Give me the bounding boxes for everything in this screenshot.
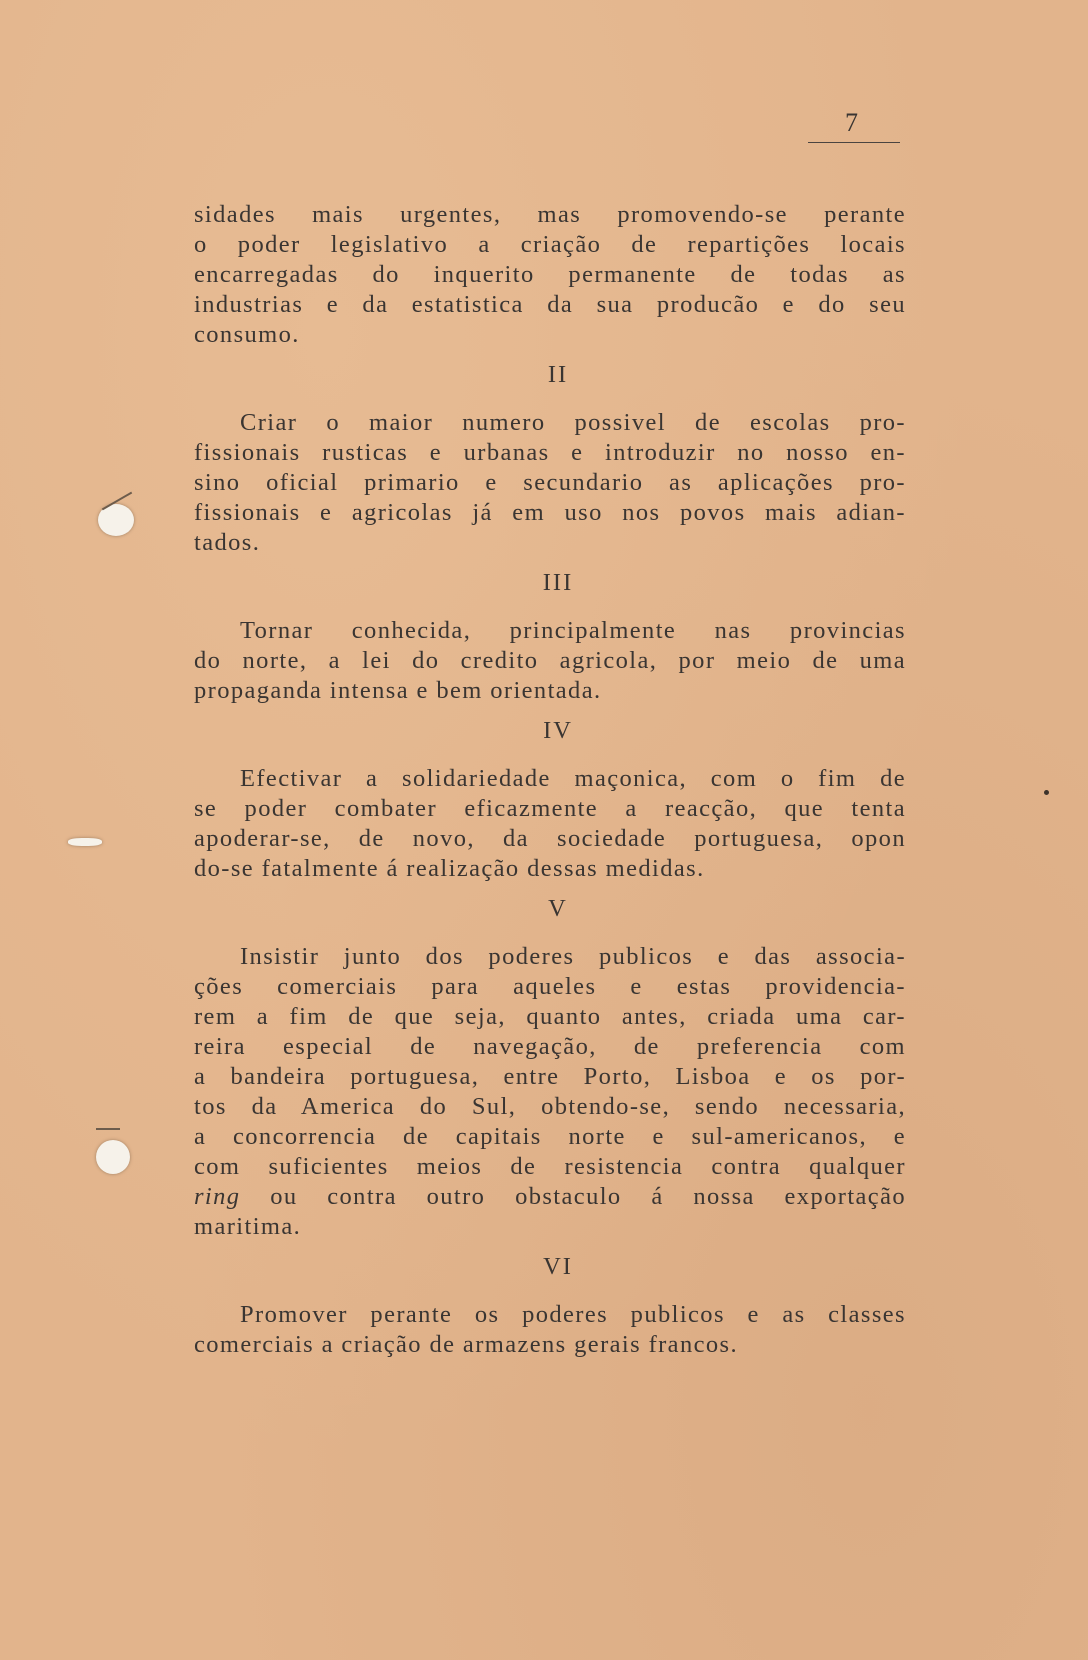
paragraph-3 — [194, 616, 906, 706]
paper-mark — [96, 1128, 120, 1130]
text-line: tos da America do Sul, obtendo-se, sendo necessaria, — [194, 1093, 906, 1120]
text-line: apoderar-se, de novo, da sociedade portuguesa, opon — [194, 825, 906, 852]
section-numeral: III — [542, 569, 574, 596]
text-line: industrias e da estatistica da sua producão e do seu — [194, 291, 906, 318]
paragraph-1 — [194, 200, 906, 350]
text-line: Efectivar a solidariedade maçonica, com o fim de — [240, 765, 906, 792]
text-line: Criar o maior numero possivel de escolas pro- — [240, 409, 906, 436]
text-line: ring ou contra outro obstaculo á nossa exportação — [194, 1183, 906, 1210]
section-numeral: II — [547, 361, 569, 388]
text-line: se poder combater eficazmente a reacção, que tenta — [194, 795, 906, 822]
page-number: 7 — [845, 108, 859, 137]
text-line: Tornar conhecida, principalmente nas provincias — [240, 617, 906, 644]
section-numeral: IV — [543, 717, 573, 744]
text-line: rem a fim de que seja, quanto antes, criada uma car- — [194, 1003, 906, 1030]
text-line: fissionais rusticas e urbanas e introduzir no nosso en- — [194, 439, 906, 466]
text-line: com suficientes meios de resistencia contra qualquer — [194, 1153, 906, 1180]
paragraph-6 — [194, 1300, 906, 1360]
text-line: a bandeira portuguesa, entre Porto, Lisboa e os por- — [194, 1063, 906, 1090]
text-line: ções comerciais para aqueles e estas providencia- — [194, 973, 906, 1000]
text-line: fissionais e agricolas já em uso nos povos mais adian- — [194, 499, 906, 526]
text-line: maritima. — [194, 1213, 302, 1240]
page-number-rule — [808, 142, 900, 143]
text-line: comerciais a criação de armazens gerais francos. — [194, 1331, 738, 1358]
text-line: encarregadas do inquerito permanente de todas as — [194, 261, 906, 288]
paragraph-5 — [194, 942, 906, 1242]
section-numeral: V — [548, 895, 568, 922]
text-line: sidades mais urgentes, mas promovendo-se perante — [194, 201, 906, 228]
ink-speck — [1044, 790, 1049, 795]
text-line: do norte, a lei do credito agricola, por meio de uma — [194, 647, 906, 674]
text-line: a concorrencia de capitais norte e sul-americanos, e — [194, 1123, 906, 1150]
text-line: o poder legislativo a criação de repartições locais — [194, 231, 906, 258]
text-line: do-se fatalmente á realização dessas medidas. — [194, 855, 705, 882]
body-text — [194, 200, 906, 1360]
italic-word: ring — [194, 1183, 241, 1210]
paragraph-4 — [194, 764, 906, 884]
binding-hole — [96, 1140, 130, 1174]
text-line: Insistir junto dos poderes publicos e das associa- — [240, 943, 906, 970]
text-line: tados. — [194, 529, 261, 556]
binding-hole — [68, 838, 102, 846]
text-line: sino oficial primario e secundario as aplicações pro- — [194, 469, 906, 496]
text-line: consumo. — [194, 321, 300, 348]
text-line: propaganda intensa e bem orientada. — [194, 677, 602, 704]
text-line: reira especial de navegação, de preferencia com — [194, 1033, 906, 1060]
section-numeral: VI — [543, 1253, 573, 1280]
paragraph-2 — [194, 408, 906, 558]
text-line: Promover perante os poderes publicos e as classes — [240, 1301, 906, 1328]
